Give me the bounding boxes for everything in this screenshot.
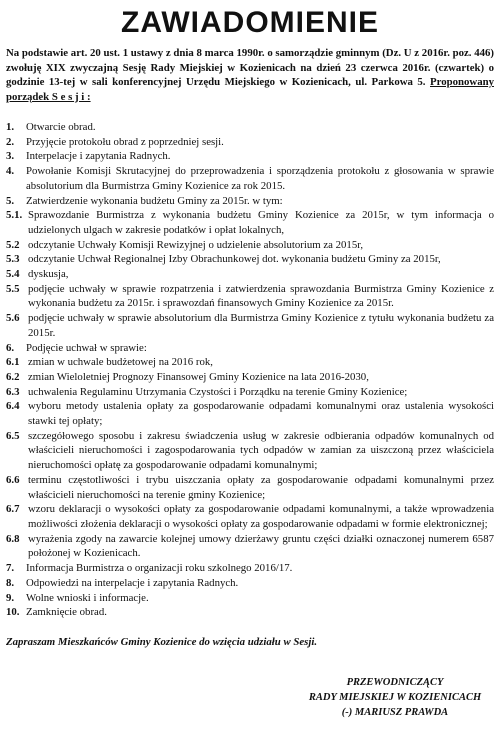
agenda-item (6, 561, 494, 576)
agenda-item-text: Informacja Burmistrza o organizacji roku szkolnego 2016/17. (26, 562, 293, 575)
agenda-item (6, 267, 494, 282)
signature-block (300, 675, 490, 720)
agenda-item-number: 6.4 (6, 400, 20, 413)
agenda-item-text: zmian Wieloletniej Prognozy Finansowej Gminy Kozienice na lata 2016-2030, (28, 370, 369, 383)
agenda-item-number: 5.6 (6, 312, 20, 325)
agenda-item-text: szczegółowego sposobu i zakresu świadczenia usług w zakresie odbierania odpadów komunalnych od właścicieli nieruchomości i zagospodarowania tych odpadów w zamian za uiszczoną przez właściciela nieruchomości opłatę za gospodarowanie odpadami komunalnymi; (28, 429, 494, 472)
agenda-item (6, 149, 494, 164)
agenda-item (6, 473, 494, 502)
signature-title: PRZEWODNICZĄCY (346, 677, 444, 688)
agenda-item-text: Odpowiedzi na interpelacje i zapytania Radnych. (26, 576, 239, 589)
agenda-item-text: Przyjęcie protokołu obrad z poprzedniej sesji. (26, 135, 224, 148)
agenda-item (6, 532, 494, 561)
agenda-item-number: 10. (6, 606, 20, 619)
agenda-item (6, 429, 494, 473)
document-title: ZAWIADOMIENIE (121, 6, 379, 39)
agenda-item-number: 3. (6, 150, 15, 163)
agenda-item-number: 4. (6, 165, 15, 178)
agenda-heading: Proponowany porządek S e s j i : (6, 76, 494, 103)
signature-name: (-) MARIUSZ PRAWDA (341, 707, 449, 718)
agenda-item-number: 2. (6, 135, 15, 148)
agenda-list (6, 120, 494, 620)
agenda-item-text: Powołanie Komisji Skrutacyjnej do przeprowadzenia i sporządzenia protokołu z głosowania w sprawie absolutorium dla Burmistrza Gminy Kozienice za rok 2015. (26, 165, 494, 192)
agenda-item (6, 591, 494, 606)
agenda-item-text: dyskusja, (28, 268, 69, 281)
agenda-item-text: terminu częstotliwości i trybu uiszczania opłaty za gospodarowanie odpadami komunalnymi przez właścicieli nieruchomości na terenie gminy Kozienice; (28, 473, 494, 501)
agenda-item-text: Otwarcie obrad. (26, 121, 96, 133)
agenda-item (6, 120, 494, 135)
agenda-item-text: Podjęcie uchwał w sprawie: (26, 341, 147, 354)
agenda-item-text: zmian w uchwale budżetowej na 2016 rok, (28, 356, 213, 369)
agenda-item (6, 208, 494, 237)
agenda-item-number: 5.3 (6, 253, 20, 266)
agenda-item-number: 6.8 (6, 532, 20, 545)
agenda-item (6, 164, 494, 193)
agenda-item (6, 311, 494, 340)
agenda-item-text: Wolne wnioski i informacje. (26, 591, 149, 604)
agenda-item-number: 5.2 (6, 238, 20, 251)
agenda-item-text: odczytanie Uchwały Komisji Rewizyjnej o udzielenie absolutorium za 2015r, (28, 238, 364, 251)
agenda-item (6, 399, 494, 428)
agenda-item-text: wyboru metody ustalenia opłaty za gospodarowanie odpadami komunalnymi oraz ustalenia wysokości stawki tej opłaty; (28, 400, 494, 428)
agenda-item-number: 5.4 (6, 268, 20, 281)
signature-council: RADY MIEJSKIEJ W KOZIENICACH (308, 692, 482, 703)
agenda-item (6, 605, 494, 620)
agenda-item-number: 9. (6, 591, 15, 604)
agenda-item (6, 355, 494, 370)
agenda-item-number: 6.5 (6, 429, 20, 442)
agenda-item-number: 7. (6, 562, 15, 575)
agenda-item (6, 576, 494, 591)
intro-text: Na podstawie art. 20 ust. 1 ustawy z dnia 8 marca 1990r. o samorządzie gminnym (Dz. U z 2016r. poz. 446) zwołuję XIX zwyczajną Sesję Rady Miejskiej w Kozienicach na dzień 23 czerwca 2016r. (czwartek) o godzinie 13-tej w sali konferencyjnej Urzędu Miejskiego w Kozienicach, ul. Parkowa 5. (6, 47, 494, 88)
agenda-item (6, 238, 494, 253)
agenda-item-number: 6.2 (6, 370, 20, 383)
agenda-item (6, 252, 494, 267)
agenda-item (6, 385, 494, 400)
agenda-item-text: uchwalenia Regulaminu Utrzymania Czystości i Porządku na terenie Gminy Kozienice; (28, 385, 408, 398)
agenda-item-text: podjęcie uchwały w sprawie rozpatrzenia i zatwierdzenia sprawozdania Burmistrza Gminy Kozienice z wykonania budżetu za 2015r. i sprawozdań finansowych Gminy Kozienice za 2015r. (28, 282, 494, 310)
agenda-item-number: 1. (6, 121, 15, 133)
agenda-item (6, 282, 494, 311)
agenda-item-text: wyrażenia zgody na zawarcie kolejnej umowy dzierżawy gruntu części działki oznaczonej numerem 6587 położonej w Kozienicach. (28, 532, 494, 560)
agenda-item (6, 502, 494, 531)
agenda-item-number: 6.3 (6, 385, 20, 398)
closing-invitation: Zapraszam Mieszkańców Gminy Kozienice do wzięcia udziału w Sesji. (6, 635, 318, 648)
agenda-item-text: Sprawozdanie Burmistrza z wykonania budżetu Gminy Kozienice za 2015r, w tym informacja o udzielonych ulgach w zakresie podatków i opłat lokalnych, (28, 209, 494, 236)
agenda-item-number: 6. (6, 341, 15, 354)
agenda-item (6, 341, 494, 356)
agenda-item (6, 135, 494, 150)
agenda-item-number: 6.7 (6, 503, 20, 516)
agenda-item-text: podjęcie uchwały w sprawie absolutorium dla Burmistrza Gminy Kozienice z tytułu wykonania budżetu za 2015r. (28, 312, 494, 339)
agenda-item-text: Zamknięcie obrad. (26, 606, 107, 619)
agenda-item-number: 8. (6, 576, 15, 589)
agenda-item-number: 5.1. (6, 209, 23, 222)
agenda-item-number: 5. (6, 194, 15, 207)
agenda-item-text: Zatwierdzenie wykonania budżetu Gminy za 2015r. w tym: (26, 194, 283, 207)
agenda-item-text: odczytanie Uchwał Regionalnej Izby Obrachunkowej dot. wykonania budżetu Gminy za 2015r, (28, 253, 441, 266)
agenda-item-number: 6.1 (6, 356, 20, 369)
intro-paragraph (6, 46, 494, 104)
agenda-item-text: Interpelacje i zapytania Radnych. (26, 150, 171, 163)
agenda-item (6, 370, 494, 385)
agenda-item-number: 6.6 (6, 473, 20, 486)
agenda-item-number: 5.5 (6, 282, 20, 295)
agenda-item-text: wzoru deklaracji o wysokości opłaty za gospodarowanie odpadami komunalnymi, a także wprowadzenia możliwości złożenia deklaracji o wysokości opłaty za gospodarowanie odpadami w formie elektronicznej; (28, 503, 494, 530)
agenda-item (6, 194, 494, 209)
